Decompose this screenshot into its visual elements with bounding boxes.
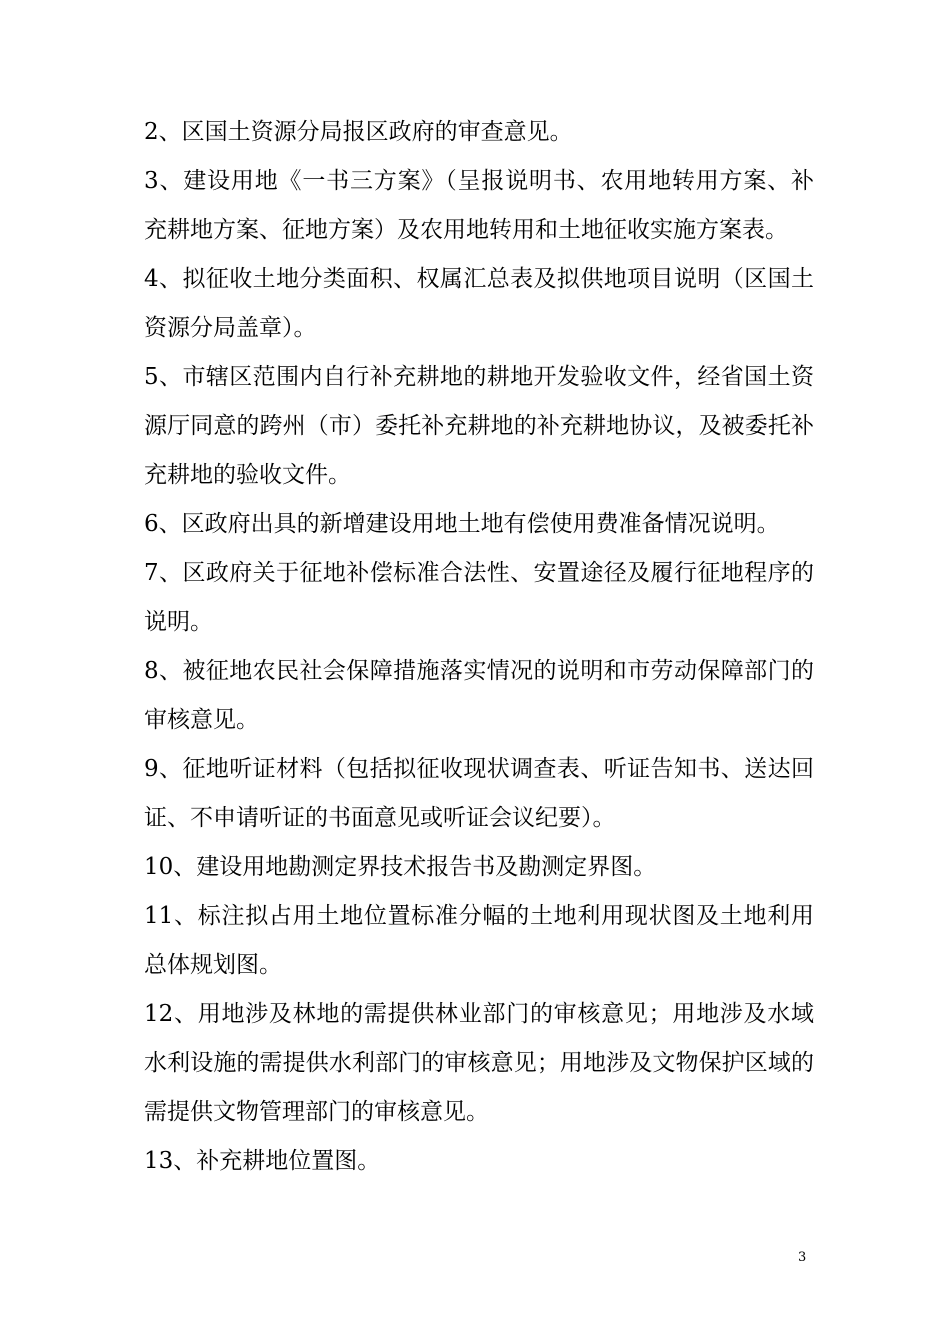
list-item: 11、标注拟占用土地位置标准分幅的土地利用现状图及土地利用总体规划图。: [144, 903, 814, 978]
list-item: 3、建设用地《一书三方案》（呈报说明书、农用地转用方案、补充耕地方案、征地方案）及农用地转用和土地征收实施方案表。: [144, 168, 814, 243]
list-item: 12、用地涉及林地的需提供林业部门的审核意见；用地涉及水域水利设施的需提供水利部门的审核意见；用地涉及文物保护区域的需提供文物管理部门的审核意见。: [144, 1001, 814, 1125]
list-item: 6、区政府出具的新增建设用地土地有偿使用费准备情况说明。: [144, 511, 780, 537]
page-number: 3: [798, 1250, 807, 1265]
list-item: 9、征地听证材料（包括拟征收现状调查表、听证告知书、送达回证、不申请听证的书面意见或听证会议纪要）。: [144, 756, 814, 831]
list-item: 7、区政府关于征地补偿标准合法性、安置途径及履行征地程序的说明。: [144, 560, 814, 635]
list-item: 4、拟征收土地分类面积、权属汇总表及拟供地项目说明（区国土资源分局盖章）。: [144, 266, 814, 341]
list-item: 8、被征地农民社会保障措施落实情况的说明和市劳动保障部门的审核意见。: [144, 658, 814, 733]
list-item: 2、区国土资源分局报区政府的审查意见。: [144, 119, 573, 145]
list-item: 10、建设用地勘测定界技术报告书及勘测定界图。: [144, 854, 657, 880]
list-item: 5、市辖区范围内自行补充耕地的耕地开发验收文件，经省国土资源厅同意的跨州（市）委托补充耕地的补充耕地协议，及被委托补充耕地的验收文件。: [144, 364, 814, 488]
list-item: 13、补充耕地位置图。: [144, 1148, 381, 1174]
document-body: [144, 108, 814, 1186]
